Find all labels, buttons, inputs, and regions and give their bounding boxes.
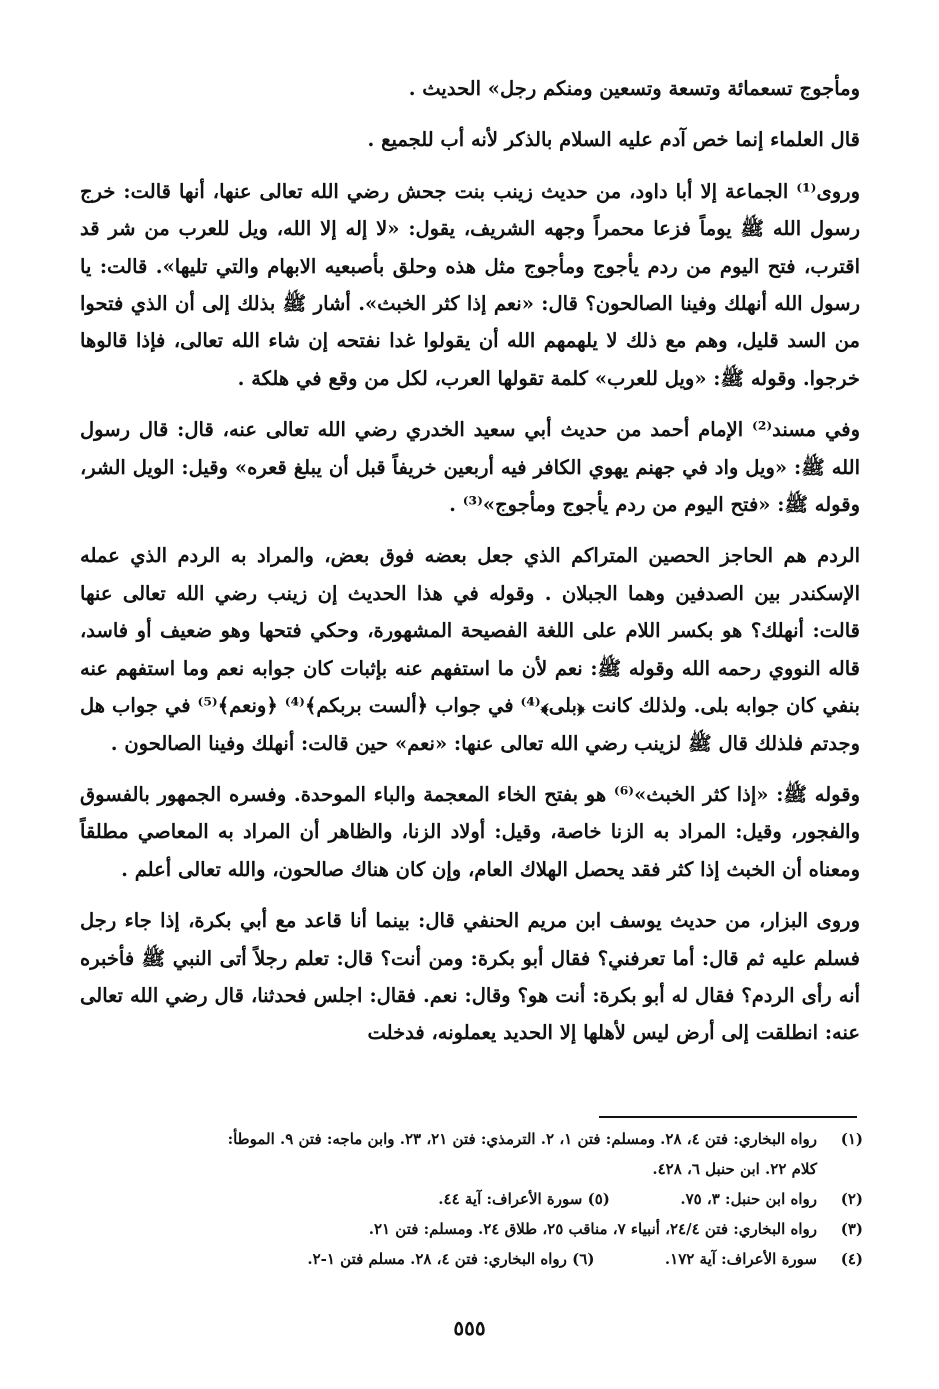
footnote-continuation xyxy=(80,1154,863,1184)
main-text-block xyxy=(80,70,860,1066)
paragraph: وروى⁽¹⁾ الجماعة إلا أبا داود، من حديث زينب بنت جحش رضي الله تعالى عنها، أنها قالت: خرج رسول الله ﷺ يوماً فزعا محمراً وجهه الشريف، يقول: «لا إله إلا الله، ويل للعرب من شر قد اقترب، فتح اليوم من ردم يأجوج ومأجوج مثل هذه وحلق بأصبعيه الابهام والتي تليها». قالت: يا رسول الله أنهلك وفينا الصالحون؟ قال: «نعم إذا كثر الخبث». أشار ﷺ بذلك إلى أن الذي فتحوا من السد قليل، وهم مع ذلك لا يلهمهم الله أن يقولوا غدا نفتحه إن شاء الله تعالى، فإذا قالوها خرجوا. وقوله ﷺ: «ويل للعرب» كلمة تقولها العرب، لكل من وقع في هلكة . xyxy=(80,179,860,390)
footnote xyxy=(80,1184,863,1214)
footnote-number: (٢) xyxy=(840,1190,863,1208)
footnote-text: رواه البخاري: فتن ٤، ٢٨. ومسلم: فتن ١، ٢. الترمذي: فتن ٢١، ٢٣. وابن ماجه: فتن ٩. الموطأ: xyxy=(227,1130,817,1148)
footnote xyxy=(80,1244,863,1274)
footnote-number: (٦) xyxy=(572,1250,595,1268)
footnotes-section xyxy=(80,1124,863,1274)
footnote-number: (٤) xyxy=(840,1250,863,1268)
footnote-text: رواه البخاري: فتن ٤، ٢٨. مسلم فتن ١-٢. xyxy=(307,1250,567,1268)
footnote-text: رواه ابن حنبل: ٣، ٧٥. xyxy=(680,1190,817,1208)
footnote-text: سورة الأعراف: آية ١٧٢. xyxy=(664,1250,817,1268)
footnote-number: (١) xyxy=(840,1130,863,1148)
footnote xyxy=(80,1124,863,1154)
footnote xyxy=(80,1214,863,1244)
paragraph: وروى البزار، من حديث يوسف ابن مريم الحنفي قال: بينما أنا قاعد مع أبي بكرة، إذا جاء رجل فسلم عليه ثم قال: أما تعرفني؟ فقال أبو بكرة: ومن أنت؟ قال: تعلم رجلاً أتى النبي ﷺ فأخبره أنه رأى الردم؟ فقال له أبو بكرة: أنت هو؟ وقال: نعم. فقال: اجلس فحدثنا، قال رضي الله تعالى عنه: انطلقت إلى أرض ليس لأهلها إلا الحديد يعملونه، فدخلت xyxy=(80,909,860,1045)
footnote-text: كلام ٢٢. ابن حنبل ٦، ٤٢٨. xyxy=(652,1160,817,1178)
paragraph: وفي مسند⁽²⁾ الإمام أحمد من حديث أبي سعيد الخدري رضي الله تعالى عنه، قال: قال رسول الله ﷺ: «ويل واد في جهنم يهوي الكافر فيه أربعين خريفاً قبل أن يبلغ قعره» وقيل: الويل الشر، وقوله ﷺ: «فتح اليوم من ردم يأجوج ومأجوج»⁽³⁾ . xyxy=(80,418,860,517)
paragraph: ومأجوج تسعمائة وتسعة وتسعين ومنكم رجل» الحديث . xyxy=(408,77,860,100)
footnote-divider xyxy=(599,1116,857,1118)
paragraph: قال العلماء إنما خص آدم عليه السلام بالذكر لأنه أب للجميع . xyxy=(367,128,860,152)
footnote-text: سورة الأعراف: آية ٤٤. xyxy=(438,1190,583,1208)
paragraph: الردم هم الحاجز الحصين المتراكم الذي جعل بعضه فوق بعض، والمراد به الردم الذي عمله الإسكندر بين الصدفين وهما الجبلان . وقوله في هذا الحديث إن زينب رضي الله تعالى عنها قالت: أنهلك؟ هو بكسر اللام على اللغة الفصيحة المشهورة، وحكي فتحها وهو ضعيف أو فاسد، قاله النووي رحمه الله وقوله ﷺ: نعم لأن ما استفهم عنه بإثبات كان جوابه نعم وما استفهم عنه بنفي كان جوابه بلى. ولذلك كانت ﴿بلى﴾⁽⁴⁾ في جواب ﴿ألست بربكم﴾⁽⁴⁾ ﴿ونعم﴾⁽⁵⁾ في جواب هل وجدتم فلذلك قال ﷺ لزينب رضي الله تعالى عنها: «نعم» حين قالت: أنهلك وفينا الصالحون . xyxy=(80,544,860,755)
footnote-number: (٣) xyxy=(840,1220,863,1238)
footnote-number: (٥) xyxy=(587,1190,610,1208)
paragraph: وقوله ﷺ: «إذا كثر الخبث»⁽⁶⁾ هو بفتح الخاء المعجمة والباء الموحدة. وفسره الجمهور بالفسوق والفجور، وقيل: المراد به الزنا خاصة، وقيل: أولاد الزنا، والظاهر أن المراد به المعاصي مطلقاً ومعناه أن الخبث إذا كثر فقد يحصل الهلاك العام، وإن كان هناك صالحون، والله تعالى أعلم . xyxy=(80,782,860,881)
footnote-text: رواه البخاري: فتن ٢٤/٤، أنبياء ٧، مناقب ٢٥، طلاق ٢٤. ومسلم: فتن ٢١. xyxy=(368,1220,817,1238)
page-number: ٥٥٥ xyxy=(453,1316,486,1340)
